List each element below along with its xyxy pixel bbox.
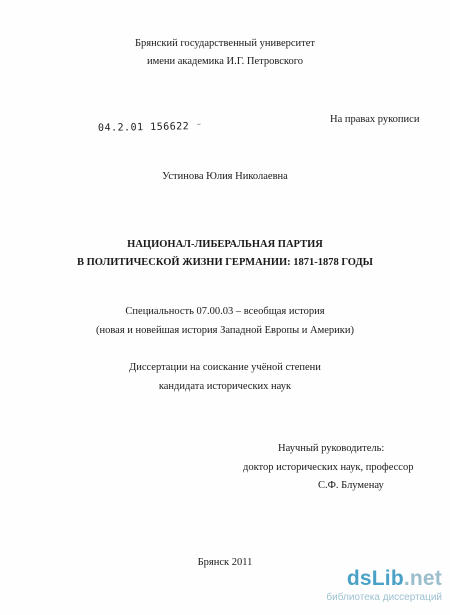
- advisor-name: С.Ф. Блуменау: [318, 480, 384, 491]
- university-name-line1: Брянский государственный университет: [134, 38, 316, 49]
- place-and-year: Брянск 2011: [197, 557, 253, 568]
- library-stamp-code: 04.2.01 156622 ⁻: [97, 121, 203, 134]
- dissertation-title-line1: НАЦИОНАЛ-ЛИБЕРАЛЬНАЯ ПАРТИЯ: [127, 239, 323, 250]
- author-name: Устинова Юлия Николаевна: [162, 171, 288, 182]
- advisor-label: Научный руководитель:: [278, 443, 385, 454]
- dslib-watermark-logo[interactable]: [302, 567, 442, 611]
- watermark-brand: dsLib.net: [346, 567, 442, 590]
- manuscript-rights-label: На правах рукописи: [330, 114, 420, 125]
- dissertation-title-line2: В ПОЛИТИЧЕСКОЙ ЖИЗНИ ГЕРМАНИИ: 1871-1878 ГОДЫ: [77, 257, 373, 268]
- university-name-line2: имени академика И.Г. Петровского: [146, 56, 304, 67]
- specialty-line2: (новая и новейшая история Западной Европы и Америки): [96, 325, 354, 336]
- watermark-tagline: библиотека диссертаций: [326, 592, 442, 603]
- specialty-line1: Специальность 07.00.03 – всеобщая история: [125, 306, 325, 317]
- degree-line1: Диссертации на соискание учёной степени: [129, 362, 321, 373]
- degree-line2: кандидата исторических наук: [158, 381, 292, 392]
- advisor-degree: доктор исторических наук, профессор: [243, 462, 414, 473]
